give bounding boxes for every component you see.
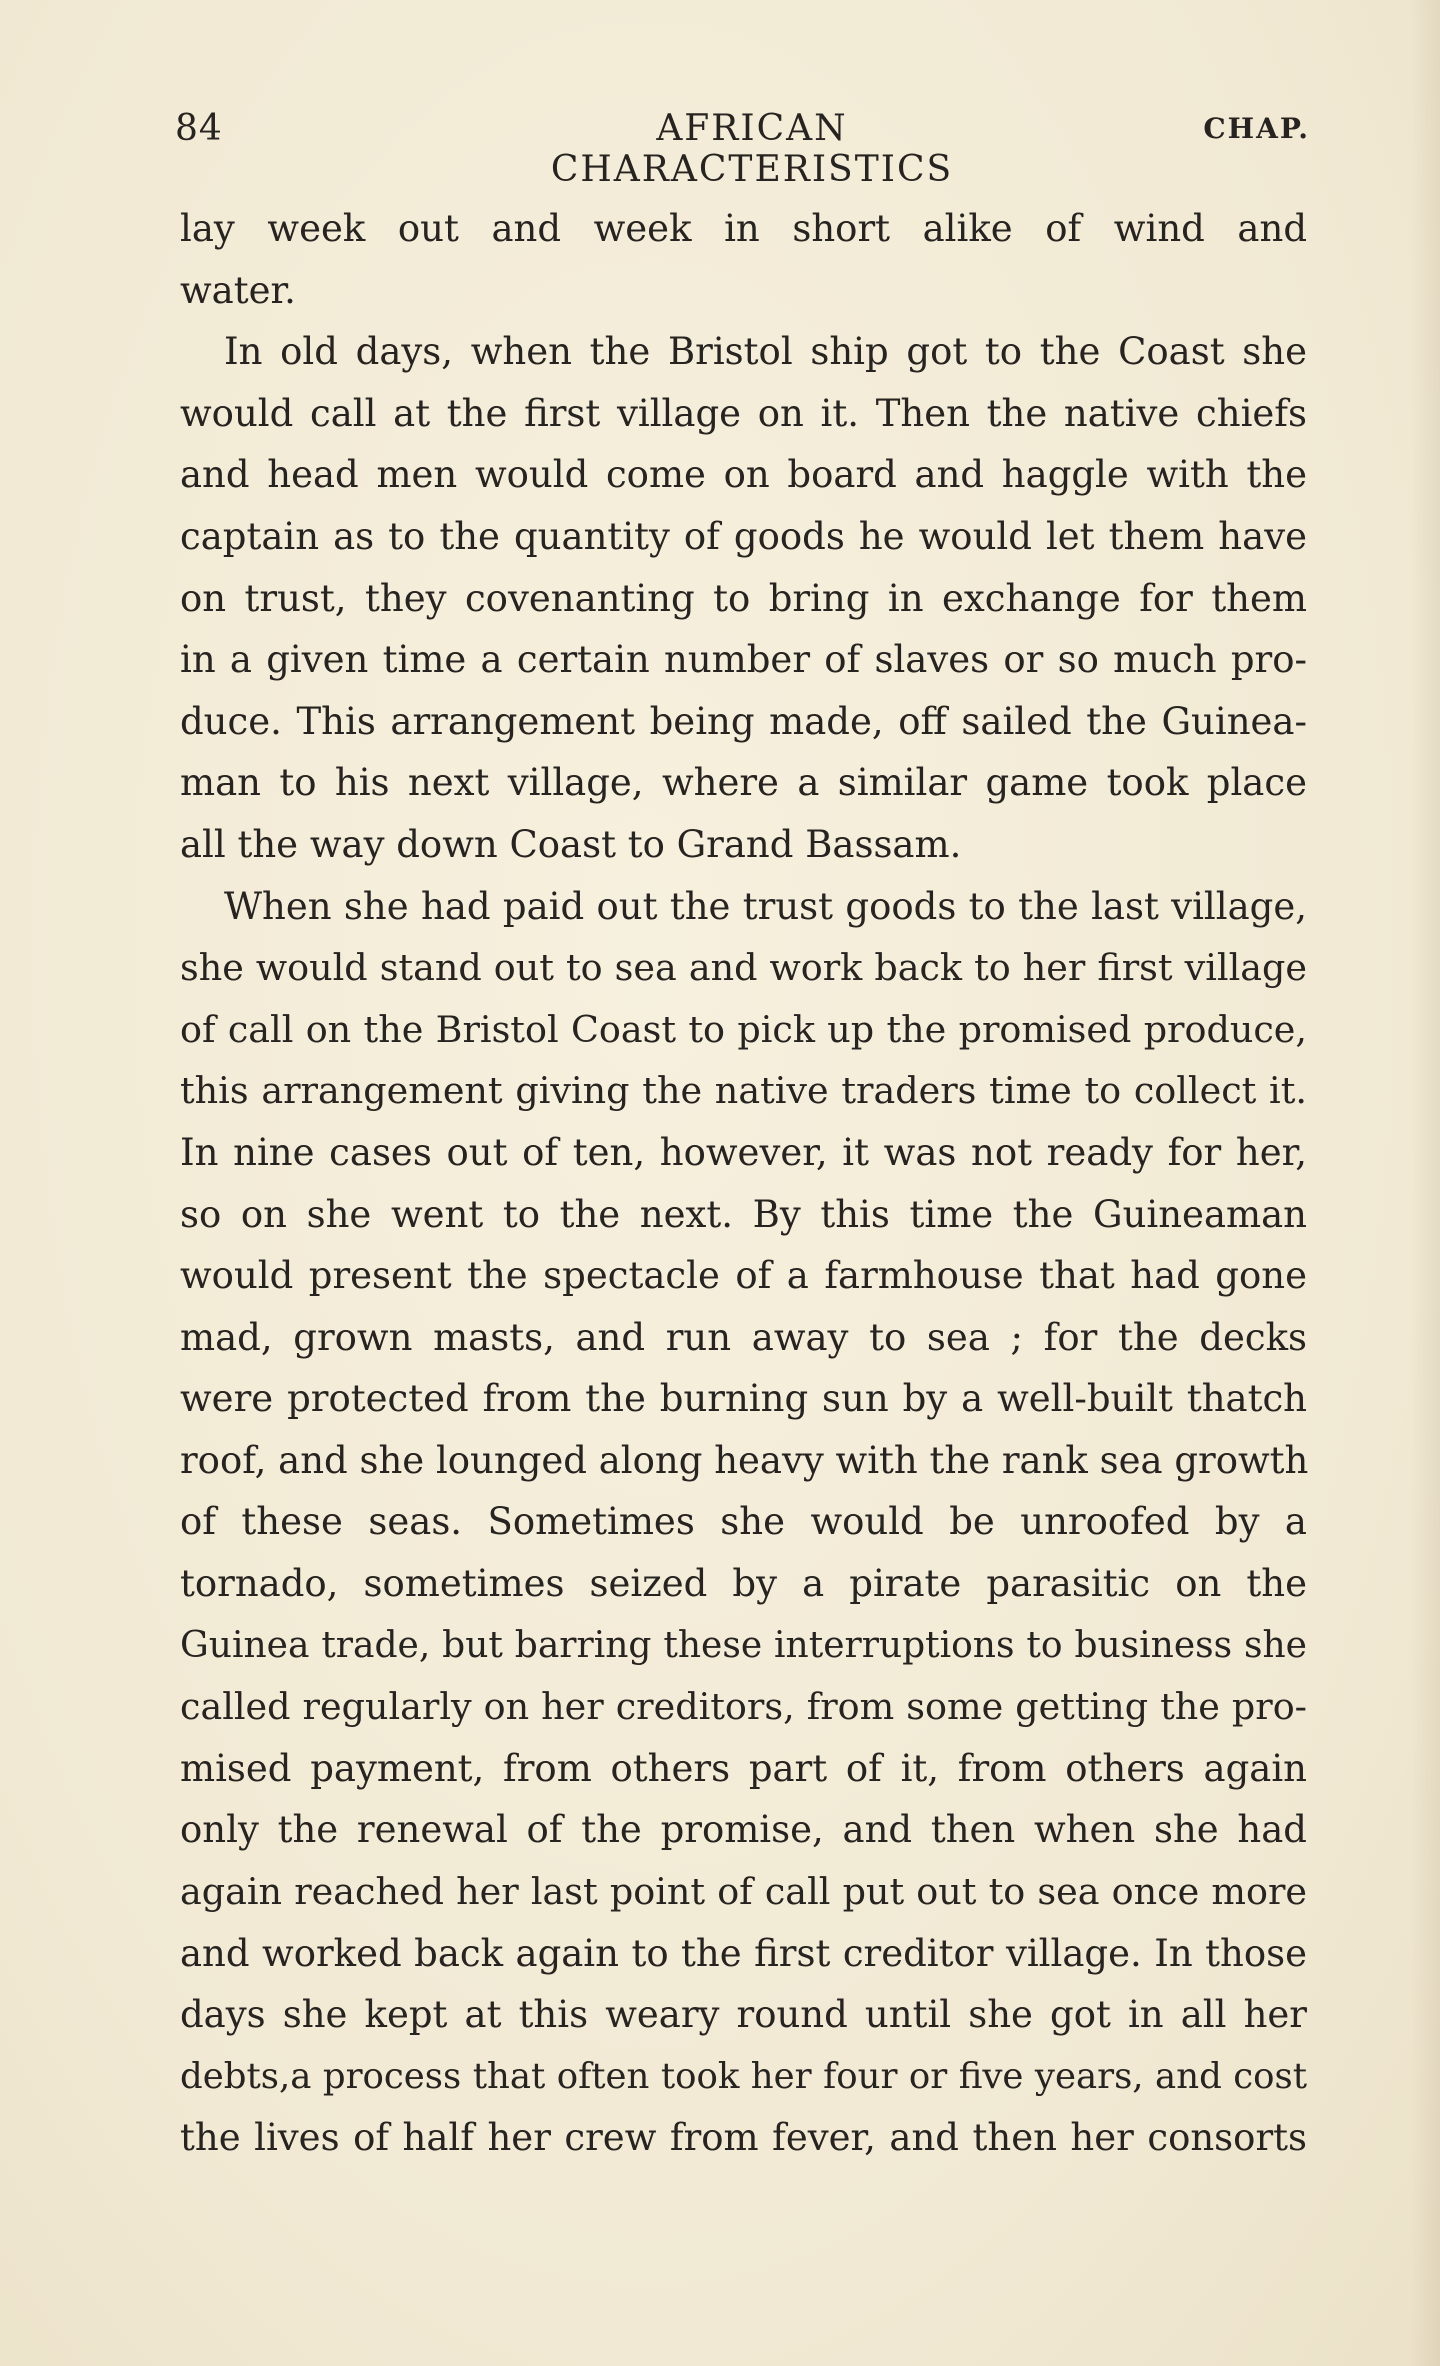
- text-line: she would stand out to sea and work back to her first village: [180, 946, 1307, 990]
- text-line: only the renewal of the promise, and then when she had: [180, 1808, 1307, 1852]
- text-line: mised payment, from others part of it, from others again: [180, 1746, 1307, 1790]
- text-line: of call on the Bristol Coast to pick up the promised produce,: [180, 1007, 1307, 1051]
- text-line: and head men would come on board and haggle with the: [180, 453, 1307, 497]
- text-line: debts,a process that often took her four or five years, and cost: [180, 2055, 1307, 2097]
- text-line: the lives of half her crew from fever, and then her consorts: [180, 2116, 1307, 2160]
- text-line: In old days, when the Bristol ship got to the Coast she: [224, 330, 1307, 374]
- body-text: [180, 198, 1307, 2169]
- text-line: in a given time a certain number of slaves or so much pro-: [180, 638, 1307, 682]
- text-line: this arrangement giving the native traders time to collect it.: [180, 1069, 1307, 1113]
- text-line: on trust, they covenanting to bring in exchange for them: [180, 576, 1307, 620]
- text-line: lay week out and week in short alike of wind and: [180, 207, 1307, 250]
- text-line: again reached her last point of call put out to sea once more: [180, 1870, 1307, 1914]
- text-line: so on she went to the next. By this time the Guineaman: [180, 1192, 1307, 1236]
- text-line: mad, grown masts, and run away to sea ; for the decks: [180, 1315, 1307, 1359]
- text-line: duce. This arrangement being made, off sailed the Guinea-: [180, 699, 1307, 743]
- text-line: and worked back again to the first creditor village. In those: [180, 1931, 1307, 1975]
- text-line: all the way down Coast to Grand Bassam.: [180, 822, 962, 866]
- text-line: When she had paid out the trust goods to the last village,: [224, 884, 1307, 928]
- text-line: In nine cases out of ten, however, it was not ready for her,: [180, 1130, 1307, 1174]
- text-line: would present the spectacle of a farmhouse that had gone: [180, 1254, 1307, 1298]
- text-line: Guinea trade, but barring these interruptions to business she: [180, 1624, 1307, 1666]
- text-line: of these seas. Sometimes she would be unroofed by a: [180, 1500, 1307, 1544]
- running-head: [175, 108, 1310, 190]
- text-line: would call at the first village on it. Then the native chiefs: [180, 391, 1307, 435]
- text-line: man to his next village, where a similar game took place: [180, 761, 1307, 805]
- text-line: were protected from the burning sun by a well-built thatch: [180, 1377, 1307, 1421]
- chapter-label: CHAP.: [1203, 112, 1310, 145]
- text-line: captain as to the quantity of goods he would let them have: [180, 514, 1307, 558]
- text-line: tornado, sometimes seized by a pirate parasitic on the: [180, 1562, 1307, 1606]
- text-line: water.: [180, 268, 296, 312]
- running-title: AFRICAN CHARACTERISTICS: [550, 108, 954, 190]
- text-line: roof, and she lounged along heavy with the rank sea growth: [180, 1438, 1309, 1482]
- page-number: 84: [175, 108, 223, 149]
- page-edge-shadow: [1410, 0, 1440, 2366]
- text-line: days she kept at this weary round until she got in all her: [180, 1993, 1307, 2037]
- text-line: called regularly on her creditors, from some getting the pro-: [180, 1685, 1307, 1729]
